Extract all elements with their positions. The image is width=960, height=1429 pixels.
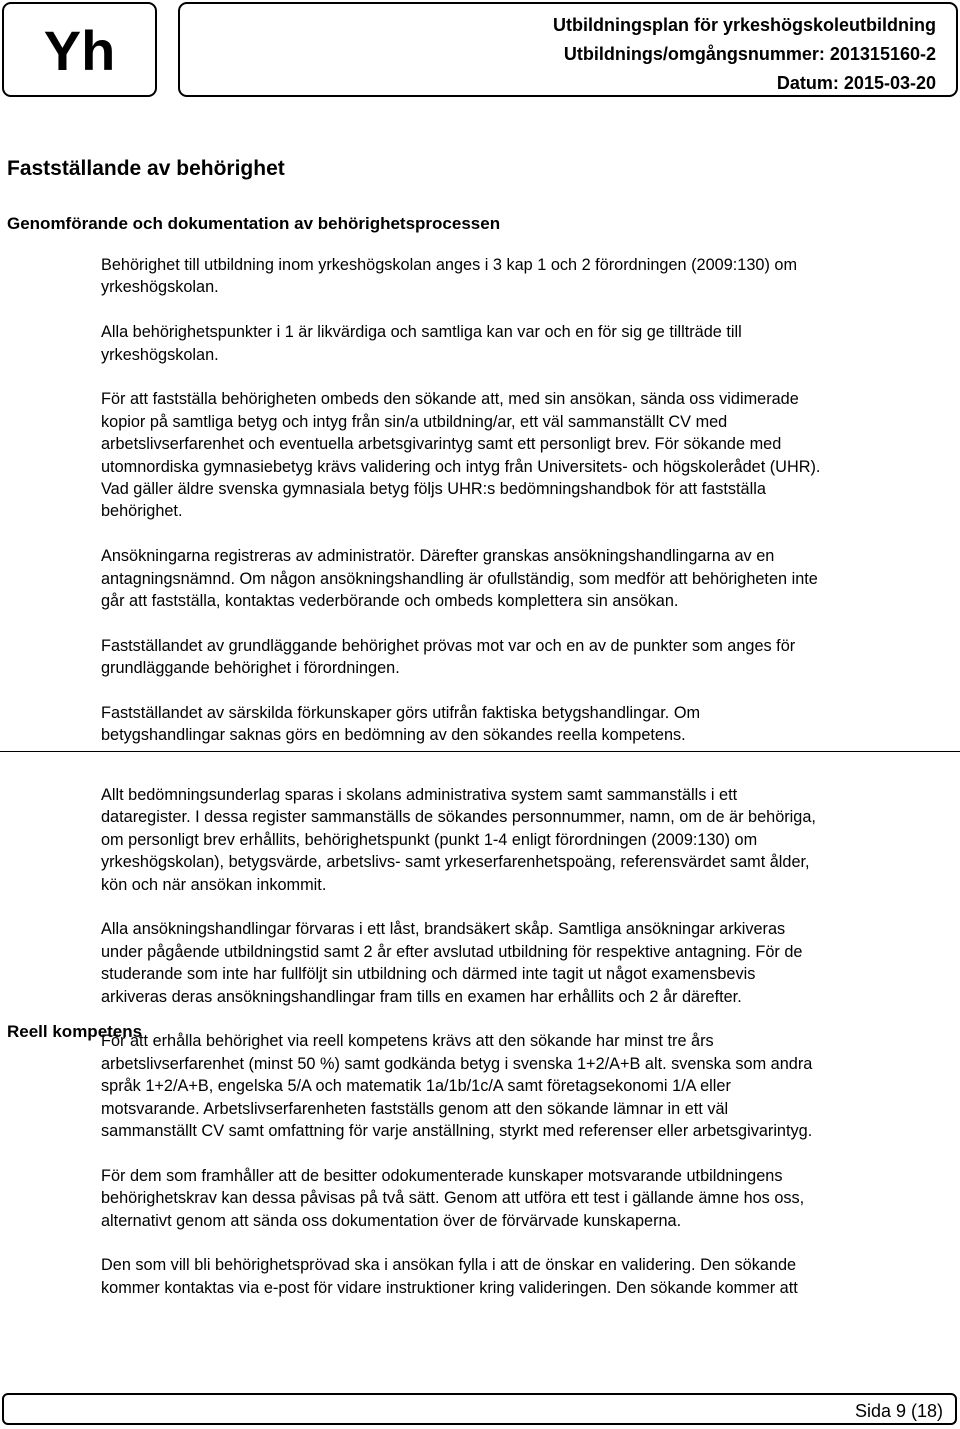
- text-line: antagningsnämnd. Om någon ansökningshandling är ofullständig, som medför att behörigheten inte: [101, 569, 818, 588]
- text-line: arbetslivserfarenhet (minst 50 %) samt godkända betyg i svenska 1+2/A+B alt. svenska som andra: [101, 1054, 813, 1073]
- text-line: Fastställandet av grundläggande behörighet prövas mot var och en av de punkter som anges för: [101, 636, 796, 655]
- paragraph: [101, 918, 953, 1008]
- section-divider: [0, 751, 960, 752]
- section-title: Fastställande av behörighet: [7, 157, 285, 180]
- paragraph: [101, 1030, 953, 1142]
- text-line: grundläggande behörighet i förordningen.: [101, 659, 400, 678]
- text-line: kommer kontaktas via e-post för vidare instruktioner kring valideringen. Den sökande kommer att: [101, 1278, 798, 1297]
- page-footer: [2, 1393, 957, 1425]
- text-line: Allt bedömningsunderlag sparas i skolans administrativa system samt sammanställs i ett: [101, 786, 738, 804]
- text-line: yrkeshögskolan.: [101, 345, 219, 364]
- text-line: går att fastställa, kontaktas vederbörande och ombeds komplettera sin ansökan.: [101, 592, 679, 611]
- paragraph: [101, 545, 953, 612]
- text-line: studerande som inte har fullföljt sin utbildning och därmed inte tagit ut något examensbevis: [101, 965, 756, 984]
- text-line: behörighet.: [101, 502, 183, 521]
- text-line: alternativt genom att sända oss dokumentation över de förvärvade kunskaperna.: [101, 1211, 682, 1230]
- text-line: Alla behörighetspunkter i 1 är likvärdiga och samtliga kan var och en för sig ge tillträde till: [101, 323, 742, 342]
- paragraph: [101, 254, 953, 299]
- text-line: Den som vill bli behörighetsprövad ska i ansökan fylla i att de önskar en validering. Den sökande: [101, 1256, 797, 1275]
- subsection-title: Genomförande och dokumentation av behörighetsprocessen: [7, 214, 501, 233]
- text-line: yrkeshögskolan), betygsvärde, arbetslivs- samt yrkeserfarenhetspoäng, referensvärdet samt ålder,: [101, 853, 810, 872]
- text-line: dataregister. I dessa register sammanställs de sökandes personnummer, namn, om de är behöriga,: [101, 808, 816, 827]
- text-line: arkiveras deras ansökningshandlingar fram tills en examen har erhållits och 2 år därefter.: [101, 987, 742, 1006]
- text-line: om personligt brev erhållits, behörighetspunkt (punkt 1-4 enligt förordningen (2009:130) om: [101, 830, 758, 849]
- paragraph: [101, 784, 953, 896]
- text-line: Ansökningarna registreras av administratör. Därefter granskas ansökningshandlingarna av en: [101, 547, 775, 566]
- header-title: Utbildningsplan för yrkeshögskoleutbildning: [552, 15, 936, 35]
- text-line: Behörighet till utbildning inom yrkeshögskolan anges i 3 kap 1 och 2 förordningen (2009:130) om: [101, 256, 798, 274]
- paragraph: [101, 388, 953, 522]
- paragraph: [101, 1165, 953, 1232]
- header-program-number: Utbildnings/omgångsnummer: 201315160-2: [563, 44, 936, 64]
- text-line: Alla ansökningshandlingar förvaras i ett låst, brandsäkert skåp. Samtliga ansökningar arkiveras: [101, 920, 786, 939]
- text-line: behörighetskrav kan dessa påvisas på två sätt. Genom att utföra ett test i gällande ämne hos oss,: [101, 1189, 805, 1208]
- text-line: För att fastställa behörigheten ombeds den sökande att, med sin ansökan, sända oss vidimerade: [101, 390, 799, 409]
- text-line: motsvarande. Arbetslivserfarenheten fastställs genom att den sökande lämnar in ett väl: [101, 1099, 729, 1118]
- text-line: utomnordiska gymnasiebetyg krävs validering och intyg från Universitets- och högskolerådet (UHR).: [101, 457, 821, 476]
- text-line: kön och när ansökan inkommit.: [101, 875, 327, 894]
- logo: Yh: [43, 19, 116, 82]
- text-line: under pågående utbildningstid samt 2 år efter avslutad utbildning för respektive antagning. För de: [101, 942, 803, 961]
- paragraph: [101, 702, 953, 747]
- text-line: Vad gäller äldre svenska gymnasiala betyg följs UHR:s bedömningshandbok för att fastställa: [101, 480, 766, 499]
- reell-kompetens-label: Reell kompetens: [7, 1022, 143, 1041]
- top-body-text: [101, 254, 953, 769]
- text-line: sammanställt CV samt omfattning för varje anställning, styrkt med referenser eller arbetsgivarintyg.: [101, 1122, 813, 1141]
- page-number: Sida 9 (18): [854, 1401, 943, 1421]
- paragraph: [101, 1254, 953, 1299]
- text-line: Fastställandet av särskilda förkunskaper görs utifrån faktiska betygshandlingar. Om: [101, 704, 701, 723]
- paragraph: [101, 635, 953, 680]
- header-date: Datum: 2015-03-20: [776, 73, 936, 93]
- text-line: språk 1+2/A+B, engelska 5/A och matematik 1a/1b/1c/A samt företagsekonomi 1/A eller: [101, 1077, 731, 1096]
- text-line: betygshandlingar saknas görs en bedömning av den sökandes reella kompetens.: [101, 726, 686, 745]
- text-line: arbetslivserfarenhet och eventuella arbetsgivarintyg samt ett personligt brev. För sökande med: [101, 435, 782, 454]
- reell-body-text: [101, 784, 953, 1322]
- text-line: För att erhålla behörighet via reell kompetens krävs att den sökande har minst tre års: [101, 1032, 714, 1051]
- text-line: yrkeshögskolan.: [101, 278, 219, 297]
- logo-box: [2, 2, 157, 97]
- text-line: kopior på samtliga betyg och intyg från sin/a utbildning/ar, ett väl sammanställt CV med: [101, 412, 728, 431]
- paragraph: [101, 321, 953, 366]
- text-line: För dem som framhåller att de besitter odokumenterade kunskaper motsvarande utbildningens: [101, 1166, 783, 1185]
- document-header: [178, 2, 958, 97]
